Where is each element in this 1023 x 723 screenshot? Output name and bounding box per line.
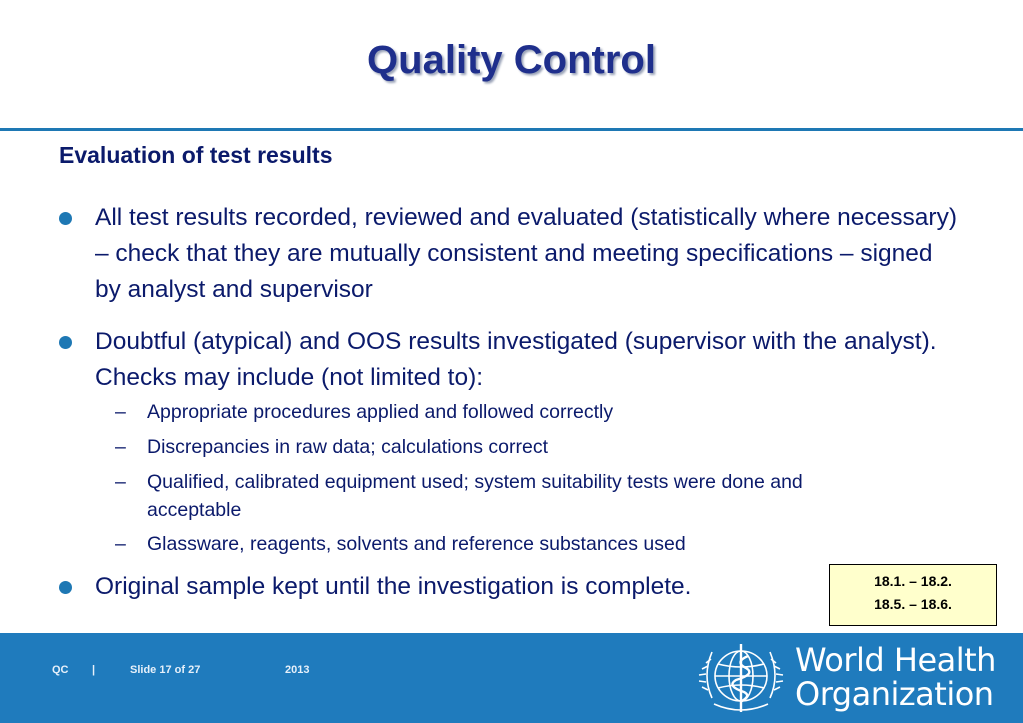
sub-bullet-text: Glassware, reagents, solvents and reference substances used <box>147 533 686 555</box>
bullet-dot-icon <box>59 336 72 349</box>
reference-line: 18.5. – 18.6. <box>874 596 952 612</box>
dash-icon: – <box>115 471 126 493</box>
sub-bullet-text: Appropriate procedures applied and followed correctly <box>147 401 614 423</box>
footer-course: QC <box>52 664 69 676</box>
bullet-dot-icon <box>59 581 72 594</box>
bullet-list <box>59 200 959 605</box>
sub-bullet-list <box>95 398 959 559</box>
bullet-item <box>59 324 959 559</box>
reference-line: 18.1. – 18.2. <box>874 573 952 589</box>
footer-separator: | <box>92 664 96 676</box>
dash-icon: – <box>115 436 126 458</box>
who-emblem-icon <box>696 638 786 718</box>
organization-name-line2: Organization <box>795 675 994 713</box>
bullet-item <box>59 569 959 605</box>
organization-name <box>795 643 996 711</box>
bullet-text: Doubtful (atypical) and OOS results investigated (supervisor with the analyst). Checks may include (not limited to): <box>95 328 937 391</box>
reference-box <box>829 564 997 626</box>
bullet-text: All test results recorded, reviewed and evaluated (statistically where necessary) – check that they are mutually consistent and meeting specifications – signed by analyst and supervisor <box>95 204 957 303</box>
bullet-dot-icon <box>59 212 72 225</box>
sub-bullet-item <box>95 398 959 427</box>
sub-bullet-text: Discrepancies in raw data; calculations correct <box>147 436 549 458</box>
footer-year: 2013 <box>285 664 310 676</box>
section-heading: Evaluation of test results <box>59 142 333 168</box>
bullet-item <box>59 200 959 308</box>
title-divider <box>0 128 1023 131</box>
dash-icon: – <box>115 401 126 423</box>
organization-name-line1: World Health <box>795 641 996 679</box>
bullet-text: Original sample kept until the investigation is complete. <box>95 573 692 600</box>
footer-bar <box>0 633 1023 723</box>
sub-bullet-item <box>95 468 959 524</box>
footer-slide-number: Slide 17 of 27 <box>130 664 201 676</box>
sub-bullet-item <box>95 530 959 559</box>
sub-bullet-item <box>95 433 959 462</box>
slide-title: Quality Control <box>367 38 656 82</box>
sub-bullet-text: Qualified, calibrated equipment used; system suitability tests were done and acceptable <box>147 471 803 521</box>
dash-icon: – <box>115 533 126 555</box>
